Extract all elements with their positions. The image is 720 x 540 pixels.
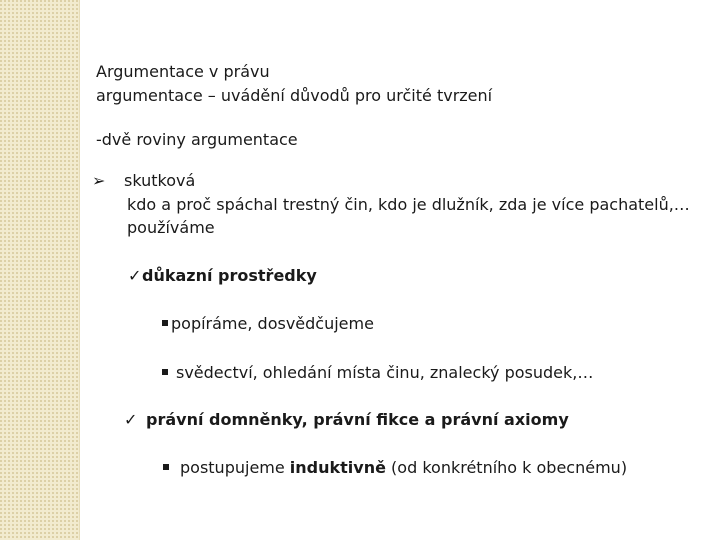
presumptions-item <box>180 458 627 478</box>
planes-intro: -dvě roviny argumentace <box>96 130 298 149</box>
presumptions-label: právní domněnky, právní fikce a právní axiomy <box>146 410 569 429</box>
factual-label: skutková <box>124 171 196 190</box>
evidence-label: důkazní prostředky <box>142 266 317 285</box>
presumptions-item-bold: induktivně <box>289 458 386 477</box>
definition-text: argumentace – uvádění důvodů pro určité tvrzení <box>96 86 493 105</box>
square-bullet-icon <box>162 369 168 375</box>
square-bullet-icon <box>162 320 168 326</box>
arrow-bullet-icon: ➢ <box>92 171 106 190</box>
checkmark-icon: ✓ <box>128 266 142 285</box>
factual-description: kdo a proč spáchal trestný čin, kdo je dlužník, zda je více pachatelů,… <box>127 195 690 214</box>
slide-title: Argumentace v právu <box>96 62 270 81</box>
factual-description-cont: používáme <box>127 218 215 237</box>
evidence-item: svědectví, ohledání místa činu, znalecký posudek,… <box>176 363 594 382</box>
presumptions-item-prefix: postupujeme <box>180 458 290 477</box>
decorative-side-strip <box>0 0 80 540</box>
presumptions-item-suffix: (od konkrétního k obecnému) <box>385 458 628 477</box>
square-bullet-icon <box>163 464 169 470</box>
checkmark-icon: ✓ <box>124 410 138 429</box>
evidence-item: popíráme, dosvědčujeme <box>171 314 374 333</box>
